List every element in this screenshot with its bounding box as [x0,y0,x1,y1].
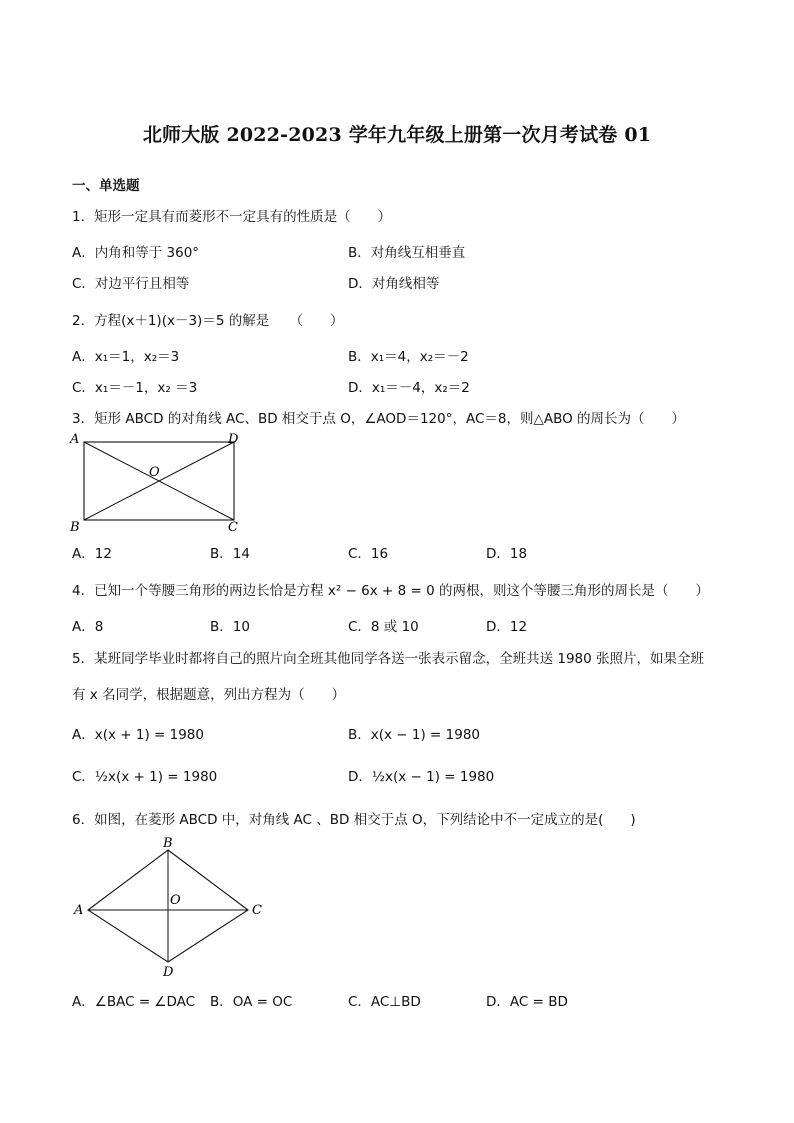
q3-option-c: C．16 [348,546,389,562]
label-o: O [149,465,160,480]
label-c: C [252,903,262,918]
q6-option-a: A．∠BAC = ∠DAC [72,994,196,1010]
q2-option-a: A．x₁＝1，x₂＝3 [72,349,180,365]
q5-option-a: A．x(x + 1) = 1980 [72,727,204,743]
q4-option-b: B．10 [210,619,250,635]
q1-option-d: D．对角线相等 [348,276,440,292]
q3-option-d: D．18 [486,546,528,562]
rectangle-figure [66,430,256,536]
q6-option-d: D．AC = BD [486,994,568,1010]
question-5-stem-continued: 有 x 名同学，根据题意，列出方程为（ ） [72,687,346,703]
q2-option-b: B．x₁＝4，x₂＝－2 [348,349,469,365]
label-b: B [70,520,80,535]
question-5-stem: 5．某班同学毕业时都将自己的照片向全班其他同学各送一张表示留念，全班共送 1980 张照片，如果全班 [72,651,705,667]
q5-option-c: C．½x(x + 1) = 1980 [72,769,218,785]
q1-option-a: A．内角和等于 360° [72,245,200,261]
q6-option-c: C．AC⊥BD [348,994,421,1010]
question-3-stem: 3．矩形 ABCD 的对角线 AC、BD 相交于点 O，∠AOD＝120°，AC＝8，则△ABO 的周长为（ ） [72,411,686,427]
q4-option-a: A．8 [72,619,104,635]
label-a: A [74,903,84,918]
q5-option-d: D．½x(x − 1) = 1980 [348,769,495,785]
q4-option-d: D．12 [486,619,528,635]
q2-option-d: D．x₁＝－4，x₂＝2 [348,380,470,396]
label-o: O [170,893,181,908]
section-heading: 一、单选题 [72,178,140,194]
q4-option-c: C．8 或 10 [348,619,419,635]
rhombus-figure [70,836,270,982]
question-1-stem: 1．矩形一定具有而菱形不一定具有的性质是（ ） [72,209,392,225]
label-d: D [228,432,239,447]
question-2-stem: 2．方程(x＋1)(x－3)＝5 的解是 （ ） [72,313,344,329]
question-6-stem: 6．如图，在菱形 ABCD 中，对角线 AC 、BD 相交于点 O，下列结论中不一定成立的是( ) [72,812,636,828]
label-c: C [228,520,238,535]
page-title: 北师大版 2022-2023 学年九年级上册第一次月考试卷 01 [142,124,652,146]
label-d: D [163,965,174,980]
q1-option-c: C．对边平行且相等 [72,276,190,292]
label-a: A [70,432,80,447]
q5-option-b: B．x(x − 1) = 1980 [348,727,481,743]
question-4-stem: 4．已知一个等腰三角形的两边长恰是方程 x² − 6x + 8 = 0 的两根，则这个等腰三角形的周长是（ ） [72,583,710,599]
q2-option-c: C．x₁＝－1，x₂ ＝3 [72,380,198,396]
q3-option-b: B．14 [210,546,250,562]
label-b: B [163,836,173,851]
q3-option-a: A．12 [72,546,112,562]
q6-option-b: B．OA = OC [210,994,293,1010]
q1-option-b: B．对角线互相垂直 [348,245,466,261]
